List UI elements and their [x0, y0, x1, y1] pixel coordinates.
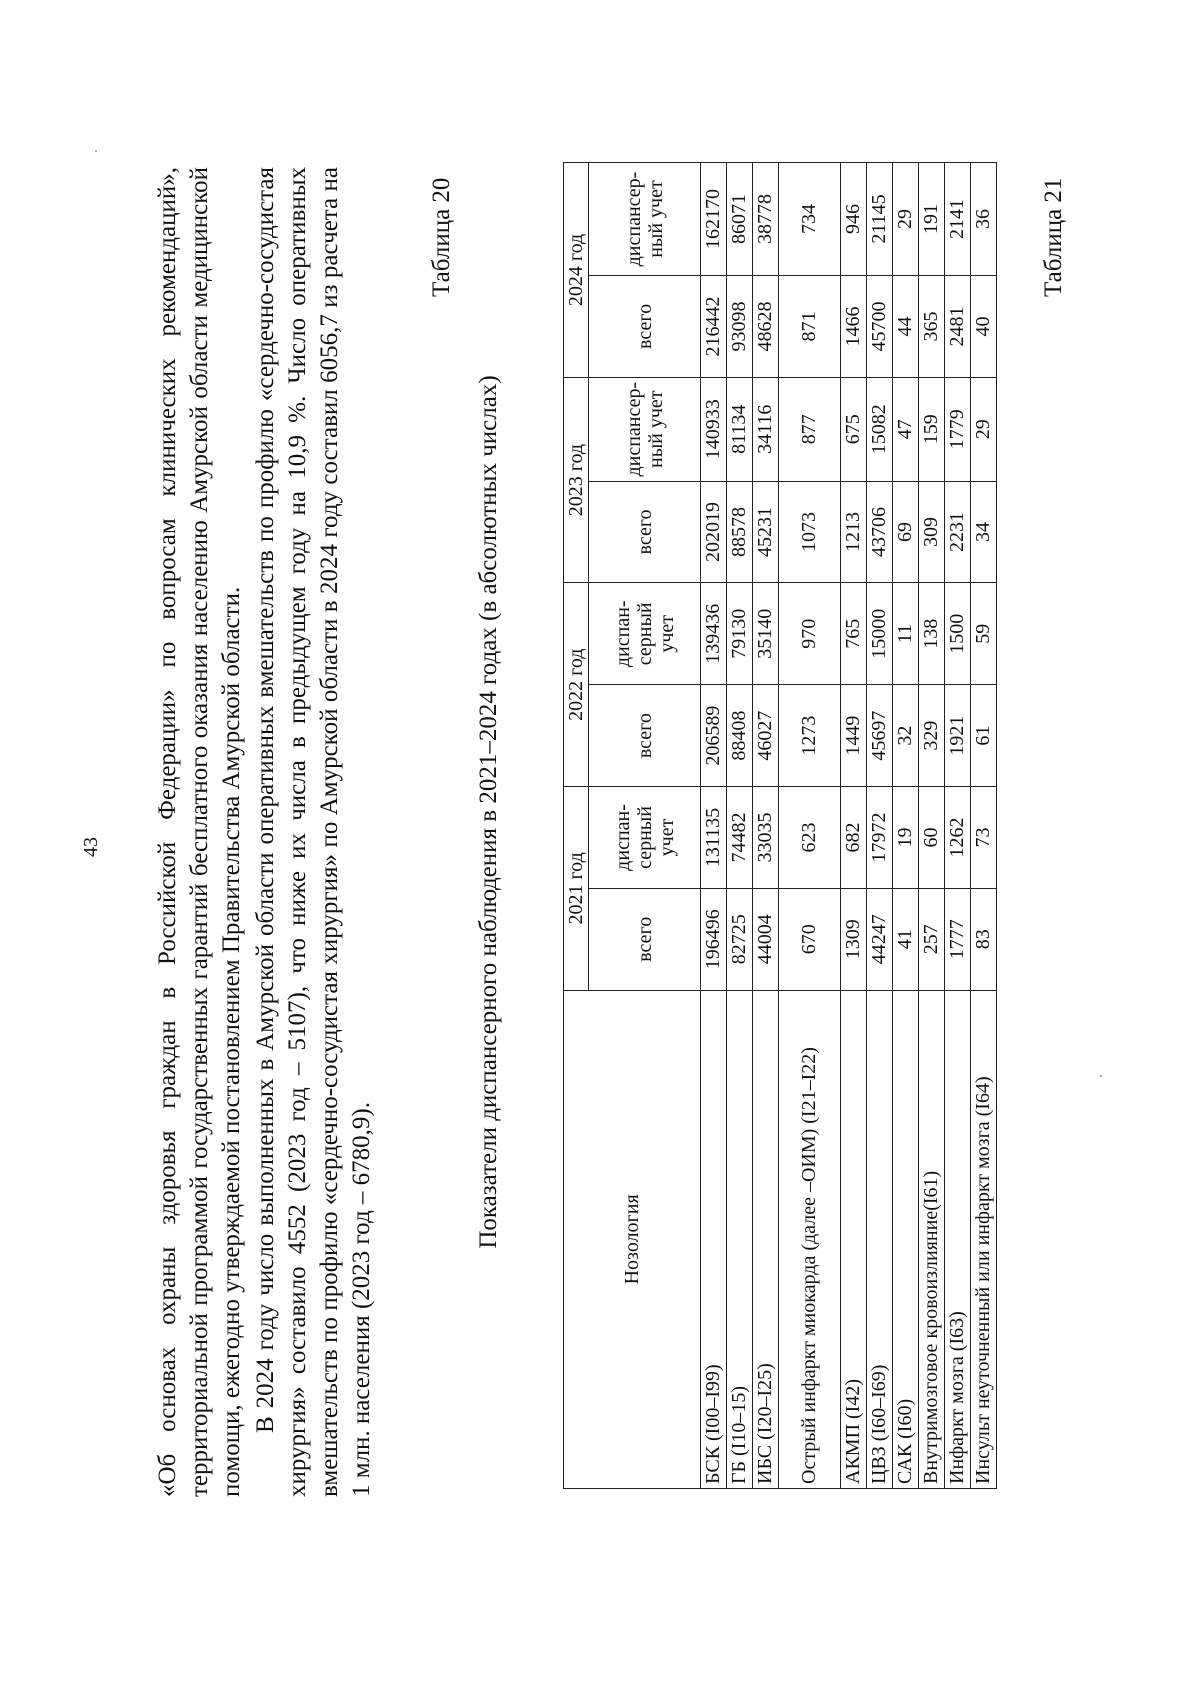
value-cell: 15000: [867, 583, 893, 685]
header-total: всего: [589, 685, 701, 787]
value-cell: 33035: [753, 787, 779, 889]
table-row: [867, 163, 893, 1489]
value-cell: 47: [893, 377, 919, 481]
value-cell: 88408: [727, 685, 753, 787]
value-cell: 162170: [701, 163, 727, 276]
nosology-cell: Инфаркт мозга (I63): [945, 990, 971, 1488]
value-cell: 623: [779, 787, 841, 889]
value-cell: 59: [971, 583, 997, 685]
value-cell: 206589: [701, 685, 727, 787]
paragraph-2: [250, 167, 378, 1497]
table-row: [779, 163, 841, 1489]
value-cell: 45700: [867, 276, 893, 378]
nosology-cell: ИБС (I20–I25): [753, 990, 779, 1488]
page-number: 43: [80, 837, 102, 857]
table-row: [919, 163, 945, 1489]
table-row: [971, 163, 997, 1489]
header-nosology: Нозология: [564, 990, 701, 1488]
value-cell: 682: [841, 787, 867, 889]
table-21-label: Таблица 21: [1040, 177, 1067, 297]
value-cell: 21145: [867, 163, 893, 276]
value-cell: 1213: [841, 481, 867, 583]
value-cell: 29: [971, 377, 997, 481]
value-cell: 11: [893, 583, 919, 685]
value-cell: 81134: [727, 377, 753, 481]
header-dispensary: диспансер-ный учет: [589, 377, 701, 481]
value-cell: 29: [893, 163, 919, 276]
value-cell: 877: [779, 377, 841, 481]
value-cell: 44: [893, 276, 919, 378]
value-cell: 138: [919, 583, 945, 685]
header-year: 2023 год: [564, 377, 589, 583]
value-cell: 60: [919, 787, 945, 889]
header-dispensary: диспансер-ный учет: [589, 163, 701, 276]
value-cell: 202019: [701, 481, 727, 583]
table-header-years: [564, 163, 589, 1489]
value-cell: 139436: [701, 583, 727, 685]
value-cell: 1777: [945, 888, 971, 990]
nosology-cell: Острый инфаркт миокарда (далее –ОИМ) (I21–I22): [779, 990, 841, 1488]
table-caption: Показатели диспансерного наблюдения в 2021–2024 годах (в абсолютных числах): [475, 375, 502, 1249]
value-cell: 196496: [701, 888, 727, 990]
value-cell: 17972: [867, 787, 893, 889]
value-cell: 69: [893, 481, 919, 583]
table-row: [701, 163, 727, 1489]
header-dispensary: диспан-серный учет: [589, 583, 701, 685]
value-cell: 38778: [753, 163, 779, 276]
value-cell: 216442: [701, 276, 727, 378]
value-cell: 365: [919, 276, 945, 378]
header-year: 2021 год: [564, 787, 589, 991]
value-cell: 86071: [727, 163, 753, 276]
value-cell: 140933: [701, 377, 727, 481]
header-year: 2022 год: [564, 583, 589, 787]
value-cell: 44247: [867, 888, 893, 990]
value-cell: 191: [919, 163, 945, 276]
value-cell: 675: [841, 377, 867, 481]
value-cell: 1073: [779, 481, 841, 583]
header-total: всего: [589, 888, 701, 990]
value-cell: 946: [841, 163, 867, 276]
value-cell: 2141: [945, 163, 971, 276]
value-cell: 1500: [945, 583, 971, 685]
value-cell: 159: [919, 377, 945, 481]
value-cell: 2481: [945, 276, 971, 378]
dispensary-table: [563, 162, 997, 1489]
paragraph-line: помощи, ежегодно утверждаемой постановлением Правительства Амурской области.: [218, 586, 245, 1497]
value-cell: 83: [971, 888, 997, 990]
value-cell: 871: [779, 276, 841, 378]
value-cell: 734: [779, 163, 841, 276]
value-cell: 19: [893, 787, 919, 889]
value-cell: 34: [971, 481, 997, 583]
paragraph-line: территориальной программой государственных гарантий бесплатного оказания населению Амурской области медицинской: [186, 167, 213, 1497]
nosology-cell: САК (I60): [893, 990, 919, 1488]
value-cell: 35140: [753, 583, 779, 685]
value-cell: 82725: [727, 888, 753, 990]
nosology-cell: ГБ (I10–15): [727, 990, 753, 1488]
value-cell: 44004: [753, 888, 779, 990]
header-total: всего: [589, 481, 701, 583]
value-cell: 1309: [841, 888, 867, 990]
value-cell: 93098: [727, 276, 753, 378]
paragraph-line: вмешательств по профилю «сердечно-сосудистая хирургия» по Амурской области в 2024 году составил 6056,7 из расчета на: [316, 167, 343, 1497]
value-cell: 2231: [945, 481, 971, 583]
value-cell: 45697: [867, 685, 893, 787]
value-cell: 1273: [779, 685, 841, 787]
value-cell: 45231: [753, 481, 779, 583]
scan-speck: [95, 150, 97, 152]
value-cell: 43706: [867, 481, 893, 583]
value-cell: 40: [971, 276, 997, 378]
header-dispensary: диспан-серный учет: [589, 787, 701, 889]
table-row: [753, 163, 779, 1489]
header-year: 2024 год: [564, 163, 589, 378]
nosology-cell: Инсульт неуточненный или инфаркт мозга (I64): [971, 990, 997, 1488]
value-cell: 36: [971, 163, 997, 276]
value-cell: 15082: [867, 377, 893, 481]
value-cell: 48628: [753, 276, 779, 378]
table-row: [893, 163, 919, 1489]
nosology-cell: АКМП (I42): [841, 990, 867, 1488]
paragraph-line: В 2024 году число выполненных в Амурской области оперативных вмешательств по профилю «сердечно-сосудистая: [252, 167, 279, 1433]
value-cell: 41: [893, 888, 919, 990]
header-total: всего: [589, 276, 701, 378]
paragraph-line: хирургия» составило 4552 (2023 год – 5107), что ниже их числа в предыдущем году на 10,9 %. Число оперативных: [284, 167, 311, 1497]
value-cell: 1449: [841, 685, 867, 787]
value-cell: 309: [919, 481, 945, 583]
scan-speck: [1100, 1075, 1102, 1077]
value-cell: 1466: [841, 276, 867, 378]
value-cell: 670: [779, 888, 841, 990]
value-cell: 329: [919, 685, 945, 787]
table-row: [727, 163, 753, 1489]
value-cell: 46027: [753, 685, 779, 787]
nosology-cell: БСК (I00–I99): [701, 990, 727, 1488]
nosology-cell: Внутримозговое кровоизлияние(I61): [919, 990, 945, 1488]
value-cell: 1921: [945, 685, 971, 787]
value-cell: 970: [779, 583, 841, 685]
value-cell: 32: [893, 685, 919, 787]
value-cell: 88578: [727, 481, 753, 583]
table-row: [841, 163, 867, 1489]
table-row: [945, 163, 971, 1489]
value-cell: 131135: [701, 787, 727, 889]
value-cell: 34116: [753, 377, 779, 481]
value-cell: 257: [919, 888, 945, 990]
paragraph-line: 1 млн. населения (2023 год – 6780,9).: [348, 1101, 375, 1497]
table-20-label: Таблица 20: [428, 177, 455, 297]
value-cell: 74482: [727, 787, 753, 889]
paragraph-line: «Об основах охраны здоровья граждан в Российской Федерации» по вопросам клинических рекомендаций»,: [154, 167, 181, 1497]
nosology-cell: ЦВЗ (I60–I69): [867, 990, 893, 1488]
paragraph-1: [152, 167, 248, 1497]
value-cell: 1779: [945, 377, 971, 481]
value-cell: 61: [971, 685, 997, 787]
value-cell: 73: [971, 787, 997, 889]
value-cell: 1262: [945, 787, 971, 889]
value-cell: 79130: [727, 583, 753, 685]
value-cell: 765: [841, 583, 867, 685]
